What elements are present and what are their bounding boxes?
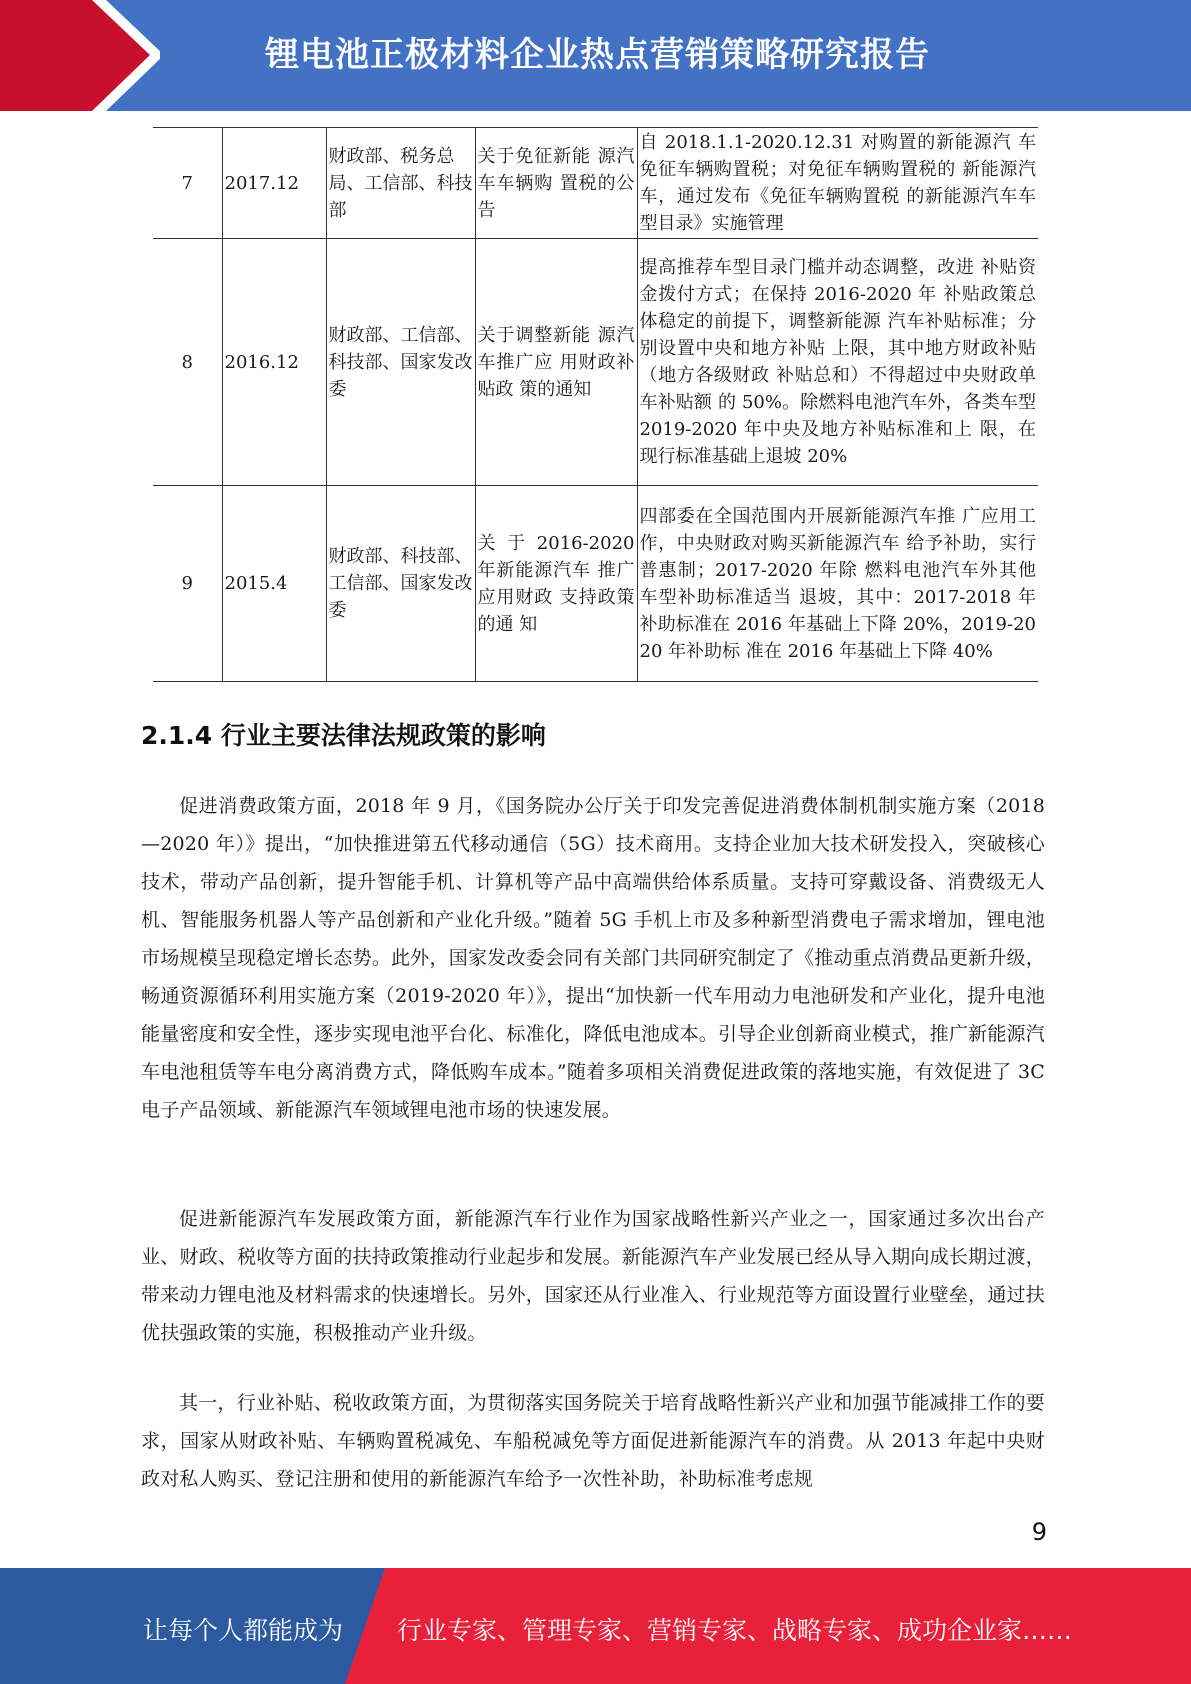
policy-table: [153, 127, 1038, 682]
row-policy-title: 关于免征新能 源汽车车辆购 置税的公告: [475, 128, 637, 239]
row-date: 2017.12: [222, 128, 326, 239]
row-department: 财政部、科技部、工信部、国家发改委: [326, 486, 475, 682]
body-paragraph: 促进新能源汽车发展政策方面，新能源汽车行业作为国家战略性新兴产业之一，国家通过多次出台产业、财政、税收等方面的扶持政策推动行业起步和发展。新能源汽车产业发展已经从导入期向成长期过渡，带来动力锂电池及材料需求的快速增长。另外，国家还从行业准入、行业规范等方面设置行业壁垒，通过扶优扶强政策的实施，积极推动产业升级。: [141, 1208, 1045, 1344]
body-paragraph: 其一，行业补贴、税收政策方面，为贯彻落实国务院关于培育战略性新兴产业和加强节能减排工作的要求，国家从财政补贴、车辆购置税减免、车船税减免等方面促进新能源汽车的消费。从 2013 年起中央财政对私人购买、登记注册和使用的新能源汽车给予一次性补助，补助标准考虑规: [141, 1392, 1045, 1490]
table-row: [153, 486, 1038, 682]
page-header: [0, 0, 1191, 111]
row-date: 2016.12: [222, 239, 326, 486]
footer-slogan-left: 让每个人都能成为: [143, 1616, 344, 1645]
row-policy-title: 关于调整新能 源汽车推广应 用财政补贴政 策的通知: [475, 239, 637, 486]
table-row: [153, 128, 1038, 239]
row-date: 2015.4: [222, 486, 326, 682]
row-policy-content: 四部委在全国范围内开展新能源汽车推 广应用工作，中央财政对购买新能源汽车 给予补助，实行普惠制；2017-2020 年除 燃料电池汽车外其他车型补助标准适当 退坡，其中：2017-2018 年补助标准在 2016 年基础上下降 20%，2019-2020 年补助标 准在 2016 年基础上下降 40%: [637, 486, 1038, 682]
table-row: [153, 239, 1038, 486]
header-arrow-logo: [0, 0, 160, 111]
row-number: 8: [153, 239, 222, 486]
report-title: 锂电池正极材料企业热点营销策略研究报告: [265, 35, 930, 75]
row-policy-title: 关 于 2016-2020 年新能源汽车 推广应用财政 支持政策的通 知: [475, 486, 637, 682]
row-number: 9: [153, 486, 222, 682]
row-policy-content: 提高推荐车型目录门槛并动态调整，改进 补贴资金拨付方式；在保持 2016-2020 年 补贴政策总体稳定的前提下，调整新能源 汽车补贴标准；分别设置中央和地方补贴 上限，其中地方财政补贴（地方各级财政 补贴总和）不得超过中央财政单车补贴额 的 50%。除燃料电池汽车外，各类车型 2019-2020 年中央及地方补贴标准和上 限，在现行标准基础上退坡 20%: [637, 239, 1038, 486]
body-paragraph: 促进消费政策方面，2018 年 9 月，《国务院办公厅关于印发完善促进消费体制机制实施方案（2018—2020 年）》提出，“加快推进第五代移动通信（5G）技术商用。支持企业加大技术研发投入，突破核心技术，带动产品创新，提升智能手机、计算机等产品中高端供给体系质量。支持可穿戴设备、消费级无人机、智能服务机器人等产品创新和产业化升级。”随着 5G 手机上市及多种新型消费电子需求增加，锂电池市场规模呈现稳定增长态势。此外，国家发改委会同有关部门共同研究制定了《推动重点消费品更新升级，畅通资源循环利用实施方案（2019-2020 年）》，提出“加快新一代车用动力电池研发和产业化，提升电池能量密度和安全性，逐步实现电池平台化、标准化，降低电池成本。引导企业创新商业模式，推广新能源汽车电池租赁等车电分离消费方式，降低购车成本。”随着多项相关消费促进政策的落地实施，有效促进了 3C 电子产品领域、新能源汽车领域锂电池市场的快速发展。: [141, 795, 1045, 1121]
row-number: 7: [153, 128, 222, 239]
footer-slogan-right: 行业专家、管理专家、营销专家、战略专家、成功企业家……: [397, 1616, 1073, 1645]
page-footer: [0, 1568, 1191, 1684]
section-heading: 2.1.4 行业主要法律法规政策的影响: [141, 721, 546, 750]
row-policy-content: 自 2018.1.1-2020.12.31 对购置的新能源汽 车免征车辆购置税；对免征车辆购置税的 新能源汽车，通过发布《免征车辆购置税 的新能源汽车车型目录》实施管理: [637, 128, 1038, 239]
row-department: 财政部、工信部、科技部、国家发改委: [326, 239, 475, 486]
row-department: 财政部、税务总局、工信部、科技部: [326, 128, 475, 239]
page-number: 9: [1031, 1518, 1047, 1546]
